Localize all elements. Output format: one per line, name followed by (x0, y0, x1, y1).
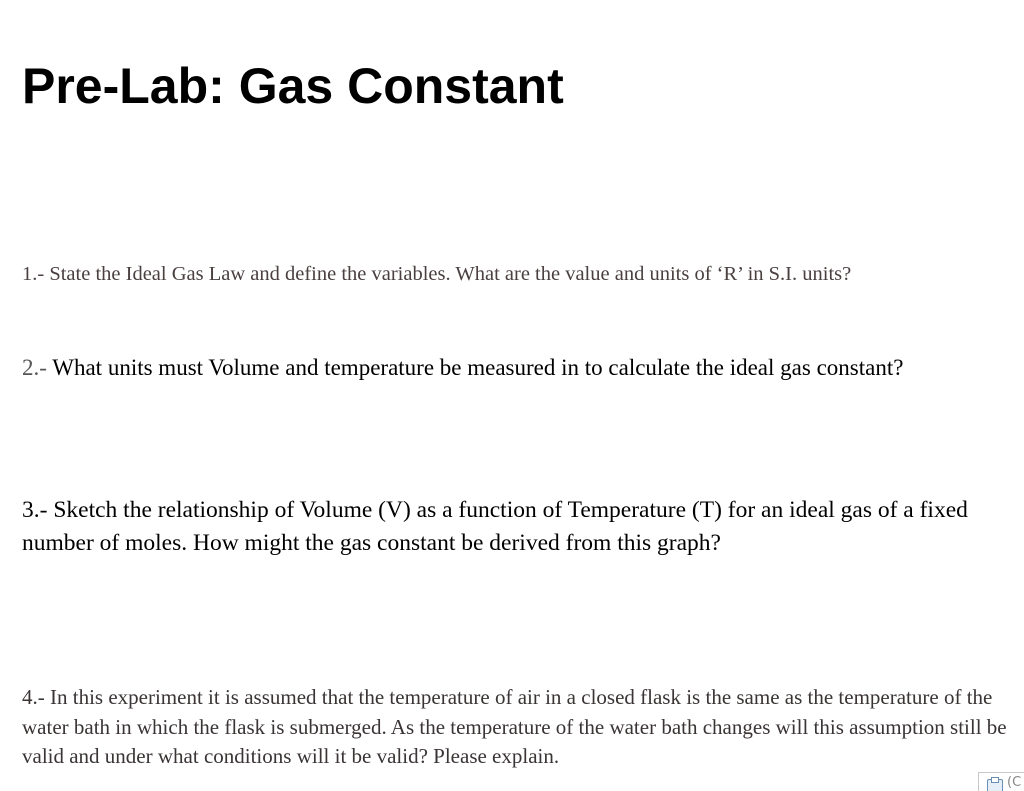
page-title: Pre-Lab: Gas Constant (22, 58, 564, 114)
paste-options-button[interactable] (978, 772, 1024, 791)
paste-options-label: (C (1007, 775, 1022, 790)
question-2-number: 2.- (22, 355, 47, 380)
question-1 (22, 261, 851, 287)
question-2-text: What units must Volume and temperature be measured in to calculate the ideal gas constant? (52, 355, 904, 380)
question-3-number: 3.- (22, 497, 48, 523)
question-1-text: State the Ideal Gas Law and define the variables. What are the value and units of ‘R’ in S.I. units? (49, 263, 852, 285)
question-2 (22, 354, 903, 382)
question-4-text: In this experiment it is assumed that the temperature of air in a closed flask is the same as the temperature of the water bath in which the flask is submerged. As the temperature of the water bath changes will this assumption still be valid and under what conditions will it be valid? Please explain. (22, 685, 1007, 768)
question-3-text: Sketch the relationship of Volume (V) as a function of Temperature (T) for an ideal gas of a fixed number of moles. How might the gas constant be derived from this graph? (22, 497, 968, 556)
clipboard-icon (987, 779, 1003, 791)
question-4 (22, 683, 1012, 772)
question-4-number: 4.- (22, 685, 45, 709)
question-3 (22, 494, 1022, 560)
question-1-number: 1.- (22, 263, 45, 285)
